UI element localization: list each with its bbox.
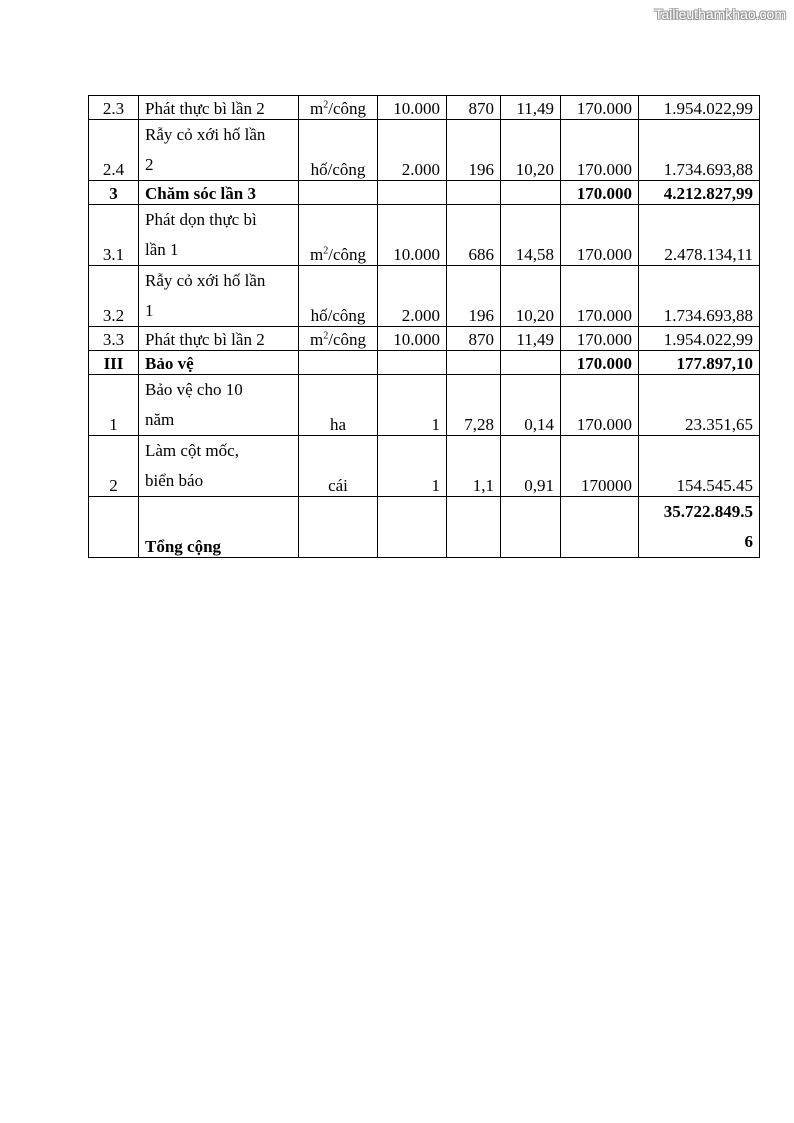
row-unit: $m^2$/công	[299, 205, 378, 266]
row-number: 1	[89, 375, 139, 436]
row-norm: 1,1	[447, 436, 501, 497]
row-total: 1.734.693,88	[639, 266, 760, 327]
row-total: 23.351,65	[639, 375, 760, 436]
row-total: 1.954.022,99	[639, 327, 760, 351]
row-number: 3.1	[89, 205, 139, 266]
row-unit-price: 170.000	[561, 351, 639, 375]
row-workdays	[501, 181, 561, 205]
table-row	[89, 120, 760, 181]
row-quantity: 1	[378, 375, 447, 436]
row-description: Phát thực bì lần 2	[139, 327, 299, 351]
row-description	[139, 120, 299, 181]
row-unit: hố/công	[299, 266, 378, 327]
row-quantity: 2.000	[378, 120, 447, 181]
table-row	[89, 375, 760, 436]
table-row	[89, 266, 760, 327]
row-number: 2.4	[89, 120, 139, 181]
row-unit-price: 170.000	[561, 120, 639, 181]
row-unit: $m^2$/công	[299, 96, 378, 120]
row-unit-price: 170000	[561, 436, 639, 497]
row-workdays	[501, 351, 561, 375]
table-row	[89, 96, 760, 120]
row-description-line2: năm	[145, 410, 175, 429]
row-total: 177.897,10	[639, 351, 760, 375]
row-description-line1: Rẫy cỏ xới hố lần	[145, 125, 266, 144]
table-row	[89, 205, 760, 266]
table-row	[89, 436, 760, 497]
row-number: 3.2	[89, 266, 139, 327]
grand-total-line1: 35.722.849.5	[663, 502, 753, 521]
row-unit-price: 170.000	[561, 375, 639, 436]
grand-total-line2: 6	[744, 532, 753, 551]
table-row-section	[89, 181, 760, 205]
row-unit-price: 170.000	[561, 96, 639, 120]
row-total: 4.212.827,99	[639, 181, 760, 205]
row-description-line2: 2	[145, 155, 154, 174]
table-row	[89, 327, 760, 351]
row-workdays: 10,20	[501, 266, 561, 327]
row-unit: $m^2$/công	[299, 327, 378, 351]
cost-table	[88, 95, 760, 558]
row-unit	[299, 351, 378, 375]
watermark: Tailieuthamkhao.com	[654, 6, 786, 22]
row-quantity: 10.000	[378, 205, 447, 266]
row-description-line1: Làm cột mốc,	[145, 441, 239, 460]
row-description-line2: biển báo	[145, 471, 204, 490]
row-number: III	[89, 351, 139, 375]
row-description-line1: Rẫy cỏ xới hố lần	[145, 271, 266, 290]
row-unit-price: 170.000	[561, 181, 639, 205]
row-workdays: 11,49	[501, 327, 561, 351]
row-unit	[299, 181, 378, 205]
row-description	[139, 436, 299, 497]
row-unit: hố/công	[299, 120, 378, 181]
row-norm: 196	[447, 266, 501, 327]
row-description: Bảo vệ	[139, 351, 299, 375]
row-workdays: 0,14	[501, 375, 561, 436]
row-description-line2: 1	[145, 301, 154, 320]
row-norm: 870	[447, 96, 501, 120]
grand-total-label: Tổng cộng	[139, 497, 299, 558]
row-quantity	[378, 351, 447, 375]
table-row-section	[89, 351, 760, 375]
row-total: 1.734.693,88	[639, 120, 760, 181]
row-number: 2	[89, 436, 139, 497]
row-number: 2.3	[89, 96, 139, 120]
row-description: Phát thực bì lần 2	[139, 96, 299, 120]
grand-total-value	[639, 497, 760, 558]
row-norm: 686	[447, 205, 501, 266]
row-quantity: 1	[378, 436, 447, 497]
row-workdays: 10,20	[501, 120, 561, 181]
row-norm	[447, 351, 501, 375]
row-description: Chăm sóc lần 3	[139, 181, 299, 205]
row-quantity: 10.000	[378, 327, 447, 351]
row-norm: 196	[447, 120, 501, 181]
row-quantity: 10.000	[378, 96, 447, 120]
row-description-line2: lần 1	[145, 240, 179, 259]
row-number: 3.3	[89, 327, 139, 351]
row-quantity	[378, 181, 447, 205]
row-workdays: 11,49	[501, 96, 561, 120]
row-quantity: 2.000	[378, 266, 447, 327]
row-total: 1.954.022,99	[639, 96, 760, 120]
row-unit-price: 170.000	[561, 327, 639, 351]
row-unit: cái	[299, 436, 378, 497]
row-description	[139, 266, 299, 327]
row-number	[89, 497, 139, 558]
row-description-line1: Phát dọn thực bì	[145, 210, 257, 229]
row-total: 2.478.134,11	[639, 205, 760, 266]
row-number: 3	[89, 181, 139, 205]
row-workdays: 14,58	[501, 205, 561, 266]
row-description	[139, 205, 299, 266]
row-norm: 870	[447, 327, 501, 351]
row-total: 154.545.45	[639, 436, 760, 497]
row-unit: ha	[299, 375, 378, 436]
row-workdays: 0,91	[501, 436, 561, 497]
row-description	[139, 375, 299, 436]
row-description-line1: Bảo vệ cho 10	[145, 380, 243, 399]
row-norm	[447, 181, 501, 205]
row-unit-price: 170.000	[561, 266, 639, 327]
table-row-grand-total	[89, 497, 760, 558]
row-norm: 7,28	[447, 375, 501, 436]
row-unit-price: 170.000	[561, 205, 639, 266]
